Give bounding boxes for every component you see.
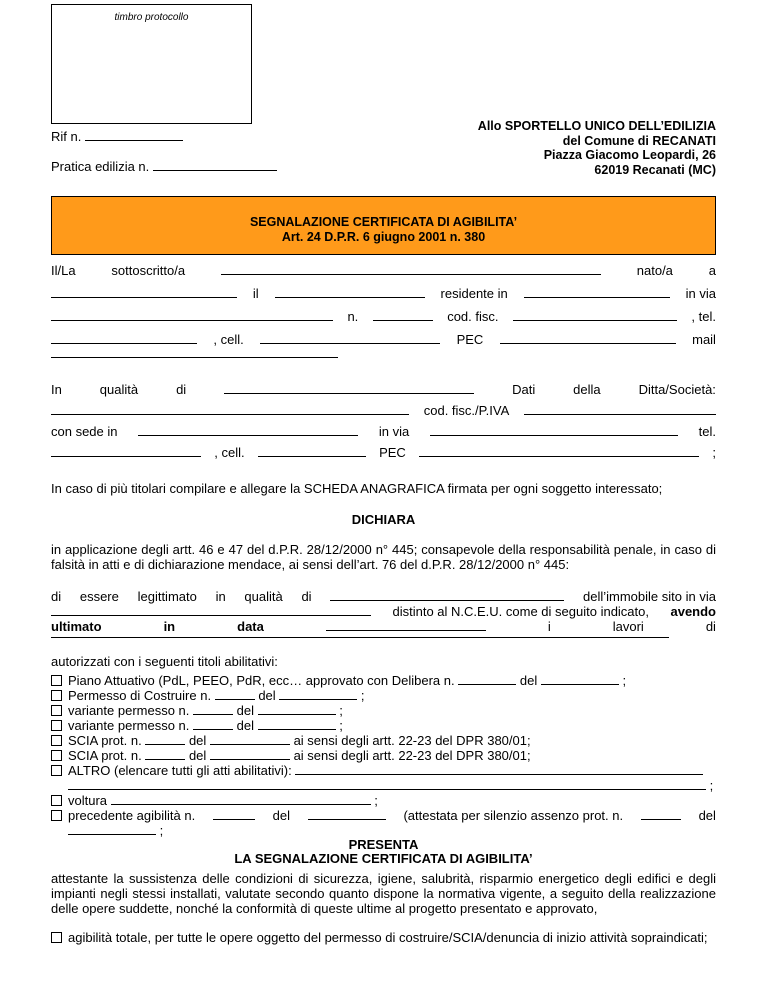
rif-label: Rif n.: [51, 129, 82, 144]
a-label: a: [708, 263, 716, 278]
voltura-label: voltura: [68, 793, 108, 808]
cod-piva-input[interactable]: [524, 402, 716, 415]
legit-in: in: [215, 589, 226, 604]
scia-1-ai-sensi: ai sensi degli artt. 22-23 del DPR 380/01;: [293, 733, 531, 748]
pec-2-input[interactable]: [419, 444, 699, 457]
scia-1-date-input[interactable]: [210, 732, 290, 745]
titolo-piano: [51, 672, 626, 688]
legit-extra-input[interactable]: [51, 625, 669, 638]
titolo-altro: [51, 762, 703, 778]
legit-line-1: [51, 588, 716, 604]
variante-1-checkbox[interactable]: [51, 705, 62, 716]
residente-label: residente in: [440, 286, 508, 301]
sede-input[interactable]: [138, 423, 358, 436]
totale-checkbox[interactable]: [51, 932, 62, 943]
altro-continuation: [68, 777, 713, 793]
precedente-num-input[interactable]: [213, 807, 255, 820]
legit-di-3: di: [705, 619, 716, 634]
scia-2-checkbox[interactable]: [51, 750, 62, 761]
agibilita-totale: [51, 930, 708, 945]
voltura-input[interactable]: [111, 792, 371, 805]
il-label: il: [252, 286, 259, 301]
cod-fisc-input[interactable]: [513, 308, 677, 321]
variante-2-label: variante permesso n.: [68, 718, 190, 733]
precedente-del-label: del: [272, 808, 290, 823]
recipient-line-2: del Comune di RECANATI: [562, 133, 716, 148]
qualita-line: [51, 381, 716, 397]
mail-line: [51, 345, 338, 361]
in-via-2-label: in via: [378, 424, 410, 439]
attestata-num-input[interactable]: [641, 807, 681, 820]
altro-checkbox[interactable]: [51, 765, 62, 776]
semicolon-label: ;: [712, 445, 716, 460]
stamp-label: timbro protocollo: [114, 12, 189, 23]
precedente-continuation: [68, 822, 163, 838]
variante-1-del-label: del: [236, 703, 255, 718]
legit-in-2: in: [163, 619, 176, 634]
piano-checkbox[interactable]: [51, 675, 62, 686]
titolo-variante-2: [51, 717, 343, 733]
variante-2-semi: ;: [339, 718, 343, 733]
cell-label: , cell.: [213, 332, 244, 347]
titolo-voltura: [51, 792, 378, 808]
pratica-field[interactable]: [51, 158, 277, 174]
protocol-stamp-box: [51, 4, 252, 124]
pdc-label: Permesso di Costruire n.: [68, 688, 212, 703]
form-line-1: [51, 262, 716, 278]
legit-ultimato: ultimato: [51, 619, 102, 634]
tel-input[interactable]: [51, 331, 197, 344]
piano-semi: ;: [622, 673, 627, 688]
precedente-semi: ;: [159, 823, 164, 838]
pdc-num-input[interactable]: [215, 687, 255, 700]
presenta-title: PRESENTA: [348, 837, 419, 852]
scia-2-label: SCIA prot. n.: [68, 748, 142, 763]
sede-street-input[interactable]: [430, 423, 678, 436]
titolo-scia-2: [51, 747, 531, 763]
piano-date-input[interactable]: [541, 672, 619, 685]
recipient-line-1: Allo SPORTELLO UNICO DELL’EDILIZIA: [477, 119, 716, 133]
form-line-3: [51, 308, 716, 324]
il-la-label: Il/La: [51, 263, 76, 278]
sottoscritto-label: sottoscritto/a: [111, 263, 186, 278]
piano-del-label: del: [519, 673, 538, 688]
ditta-input[interactable]: [51, 402, 409, 415]
pec-input[interactable]: [500, 331, 676, 344]
note-text: In caso di più titolari compilare e allegare la SCHEDA ANAGRAFICA firmata per ogni soggetto interessato;: [51, 481, 663, 496]
precedente-label: precedente agibilità n.: [68, 808, 196, 823]
qualita-label: qualità: [99, 382, 139, 397]
variante-2-del-label: del: [236, 718, 255, 733]
scia-2-date-input[interactable]: [210, 747, 290, 760]
scia-1-num-input[interactable]: [145, 732, 185, 745]
legit-data: data: [237, 619, 264, 634]
tel-2-input[interactable]: [51, 444, 201, 457]
precedente-date-input[interactable]: [308, 807, 386, 820]
altro-input[interactable]: [295, 762, 703, 775]
totale-label: agibilità totale, per tutte le opere oggetto del permesso di costruire/SCIA/denuncia di inizio attività sopraindicati;: [68, 930, 708, 945]
pec-2-label: PEC: [379, 445, 406, 460]
scia-1-checkbox[interactable]: [51, 735, 62, 746]
scia-2-del-label: del: [188, 748, 207, 763]
titolo-scia-1: [51, 732, 531, 748]
legit-street-input[interactable]: [51, 603, 371, 616]
pratica-input[interactable]: [153, 158, 277, 171]
scia-1-label: SCIA prot. n.: [68, 733, 142, 748]
legit-line-4: [51, 625, 669, 641]
titoli-intro: autorizzati con i seguenti titoli abilitativi:: [51, 654, 278, 669]
variante-1-date-input[interactable]: [258, 702, 336, 715]
in-label: In: [51, 382, 62, 397]
sede-line: [51, 423, 716, 439]
scia-2-num-input[interactable]: [145, 747, 185, 760]
scia-2-ai-sensi: ai sensi degli artt. 22-23 del DPR 380/01;: [293, 748, 531, 763]
residence-input[interactable]: [524, 285, 670, 298]
mail-label: mail: [692, 332, 716, 347]
title-banner: [51, 196, 716, 255]
n-label: n.: [347, 309, 359, 324]
legit-immobile: dell’immobile sito in via: [583, 589, 716, 604]
banner-title: SEGNALAZIONE CERTIFICATA DI AGIBILITA’: [249, 215, 518, 229]
variante-2-date-input[interactable]: [258, 717, 336, 730]
presenta-text: attestante la sussistenza delle condizioni di sicurezza, igiene, salubrità, risparmio energetico degli edifici e degli impianti negli stessi installati, valutate secondo quanto dispone la normativa vigente, a seguito della realizzazione delle opere suddette, nonché la conformità di queste ultime al progetto presentato e approvato,: [51, 871, 716, 916]
legit-di: di: [51, 589, 62, 604]
recipient-line-4: 62019 Recanati (MC): [594, 162, 716, 177]
tel-label: , tel.: [691, 309, 716, 324]
piano-num-input[interactable]: [458, 672, 516, 685]
variante-2-checkbox[interactable]: [51, 720, 62, 731]
cell-2-label: , cell.: [214, 445, 245, 460]
attestata-label: (attestata per silenzio assenzo prot. n.: [403, 808, 624, 823]
legit-lavori: lavori: [612, 619, 644, 634]
form-line-2: [51, 285, 716, 301]
street-input[interactable]: [51, 308, 333, 321]
attestata-del-label: del: [698, 808, 716, 823]
pec-label: PEC: [456, 332, 484, 347]
variante-1-semi: ;: [339, 703, 343, 718]
titolo-pdc: [51, 687, 365, 703]
rif-field[interactable]: [51, 128, 183, 144]
recipient-address: [478, 119, 716, 177]
cell-input[interactable]: [260, 331, 440, 344]
altro-label: ALTRO (elencare tutti gli atti abilitativi):: [68, 763, 292, 778]
legit-i: i: [547, 619, 551, 634]
precedente-checkbox[interactable]: [51, 810, 62, 821]
variante-2-num-input[interactable]: [193, 717, 233, 730]
legit-di-2: di: [301, 589, 312, 604]
nato-label: nato/a: [636, 263, 673, 278]
presenta-heading: [51, 838, 716, 866]
dichiara-text: in applicazione degli artt. 46 e 47 del d.P.R. 28/12/2000 n° 445; consapevole della responsabilità penale, in caso di falsità in atti e di dichiarazione mendace, ai sensi dell’art. 76 del d.P.R. 28/12/2000 n° 445:: [51, 542, 716, 572]
ditta-line: [51, 402, 716, 418]
recipient-line-3: Piazza Giacomo Leopardi, 26: [543, 148, 716, 162]
banner-subtitle: Art. 24 D.P.R. 6 giugno 2001 n. 380: [281, 229, 486, 244]
piano-label: Piano Attuativo (PdL, PEEO, PdR, ecc… approvato con Delibera n.: [68, 673, 455, 688]
legit-line-2: [51, 603, 716, 619]
street-number-input[interactable]: [373, 308, 433, 321]
presenta-subtitle: LA SEGNALAZIONE CERTIFICATA DI AGIBILITA’: [234, 851, 533, 866]
attestata-date-input[interactable]: [68, 822, 156, 835]
pratica-label: Pratica edilizia n.: [51, 159, 150, 174]
variante-1-num-input[interactable]: [193, 702, 233, 715]
legit-essere: essere: [79, 589, 119, 604]
cell-2-input[interactable]: [258, 444, 366, 457]
cod-fisc-label: cod. fisc.: [447, 309, 499, 324]
dichiara-title: DICHIARA: [351, 512, 416, 527]
voltura-checkbox[interactable]: [51, 795, 62, 806]
voltura-semi: ;: [374, 793, 378, 808]
scia-1-del-label: del: [188, 733, 207, 748]
qualita-input[interactable]: [224, 381, 474, 394]
con-sede-label: con sede in: [51, 424, 118, 439]
legit-role-input[interactable]: [330, 588, 564, 601]
name-input[interactable]: [221, 262, 601, 275]
birthplace-input[interactable]: [51, 285, 237, 298]
ditta-label: Ditta/Società:: [638, 382, 716, 397]
pdc-semi: ;: [360, 688, 365, 703]
legit-legittimato: legittimato: [137, 589, 197, 604]
dati-label: Dati: [512, 382, 536, 397]
contact-line: [51, 444, 716, 460]
titolo-precedente: [51, 807, 716, 823]
variante-1-label: variante permesso n.: [68, 703, 190, 718]
legit-avendo: avendo: [670, 604, 716, 619]
di-label: di: [176, 382, 187, 397]
birthdate-input[interactable]: [275, 285, 425, 298]
legit-distinto: distinto al N.C.E.U. come di seguito indicato,: [392, 604, 649, 619]
mail-input[interactable]: [51, 345, 338, 358]
legit-qualita: qualità: [244, 589, 283, 604]
della-label: della: [573, 382, 601, 397]
pdc-checkbox[interactable]: [51, 690, 62, 701]
in-via-label: in via: [685, 286, 716, 301]
rif-input[interactable]: [85, 128, 183, 141]
pdc-date-input[interactable]: [279, 687, 357, 700]
tel-2-label: tel.: [698, 424, 716, 439]
altro-semi: ;: [709, 778, 714, 793]
titolo-variante-1: [51, 702, 343, 718]
altro-input-2[interactable]: [68, 777, 706, 790]
pdc-del-label: del: [258, 688, 276, 703]
cod-piva-label: cod. fisc./P.IVA: [423, 403, 510, 418]
